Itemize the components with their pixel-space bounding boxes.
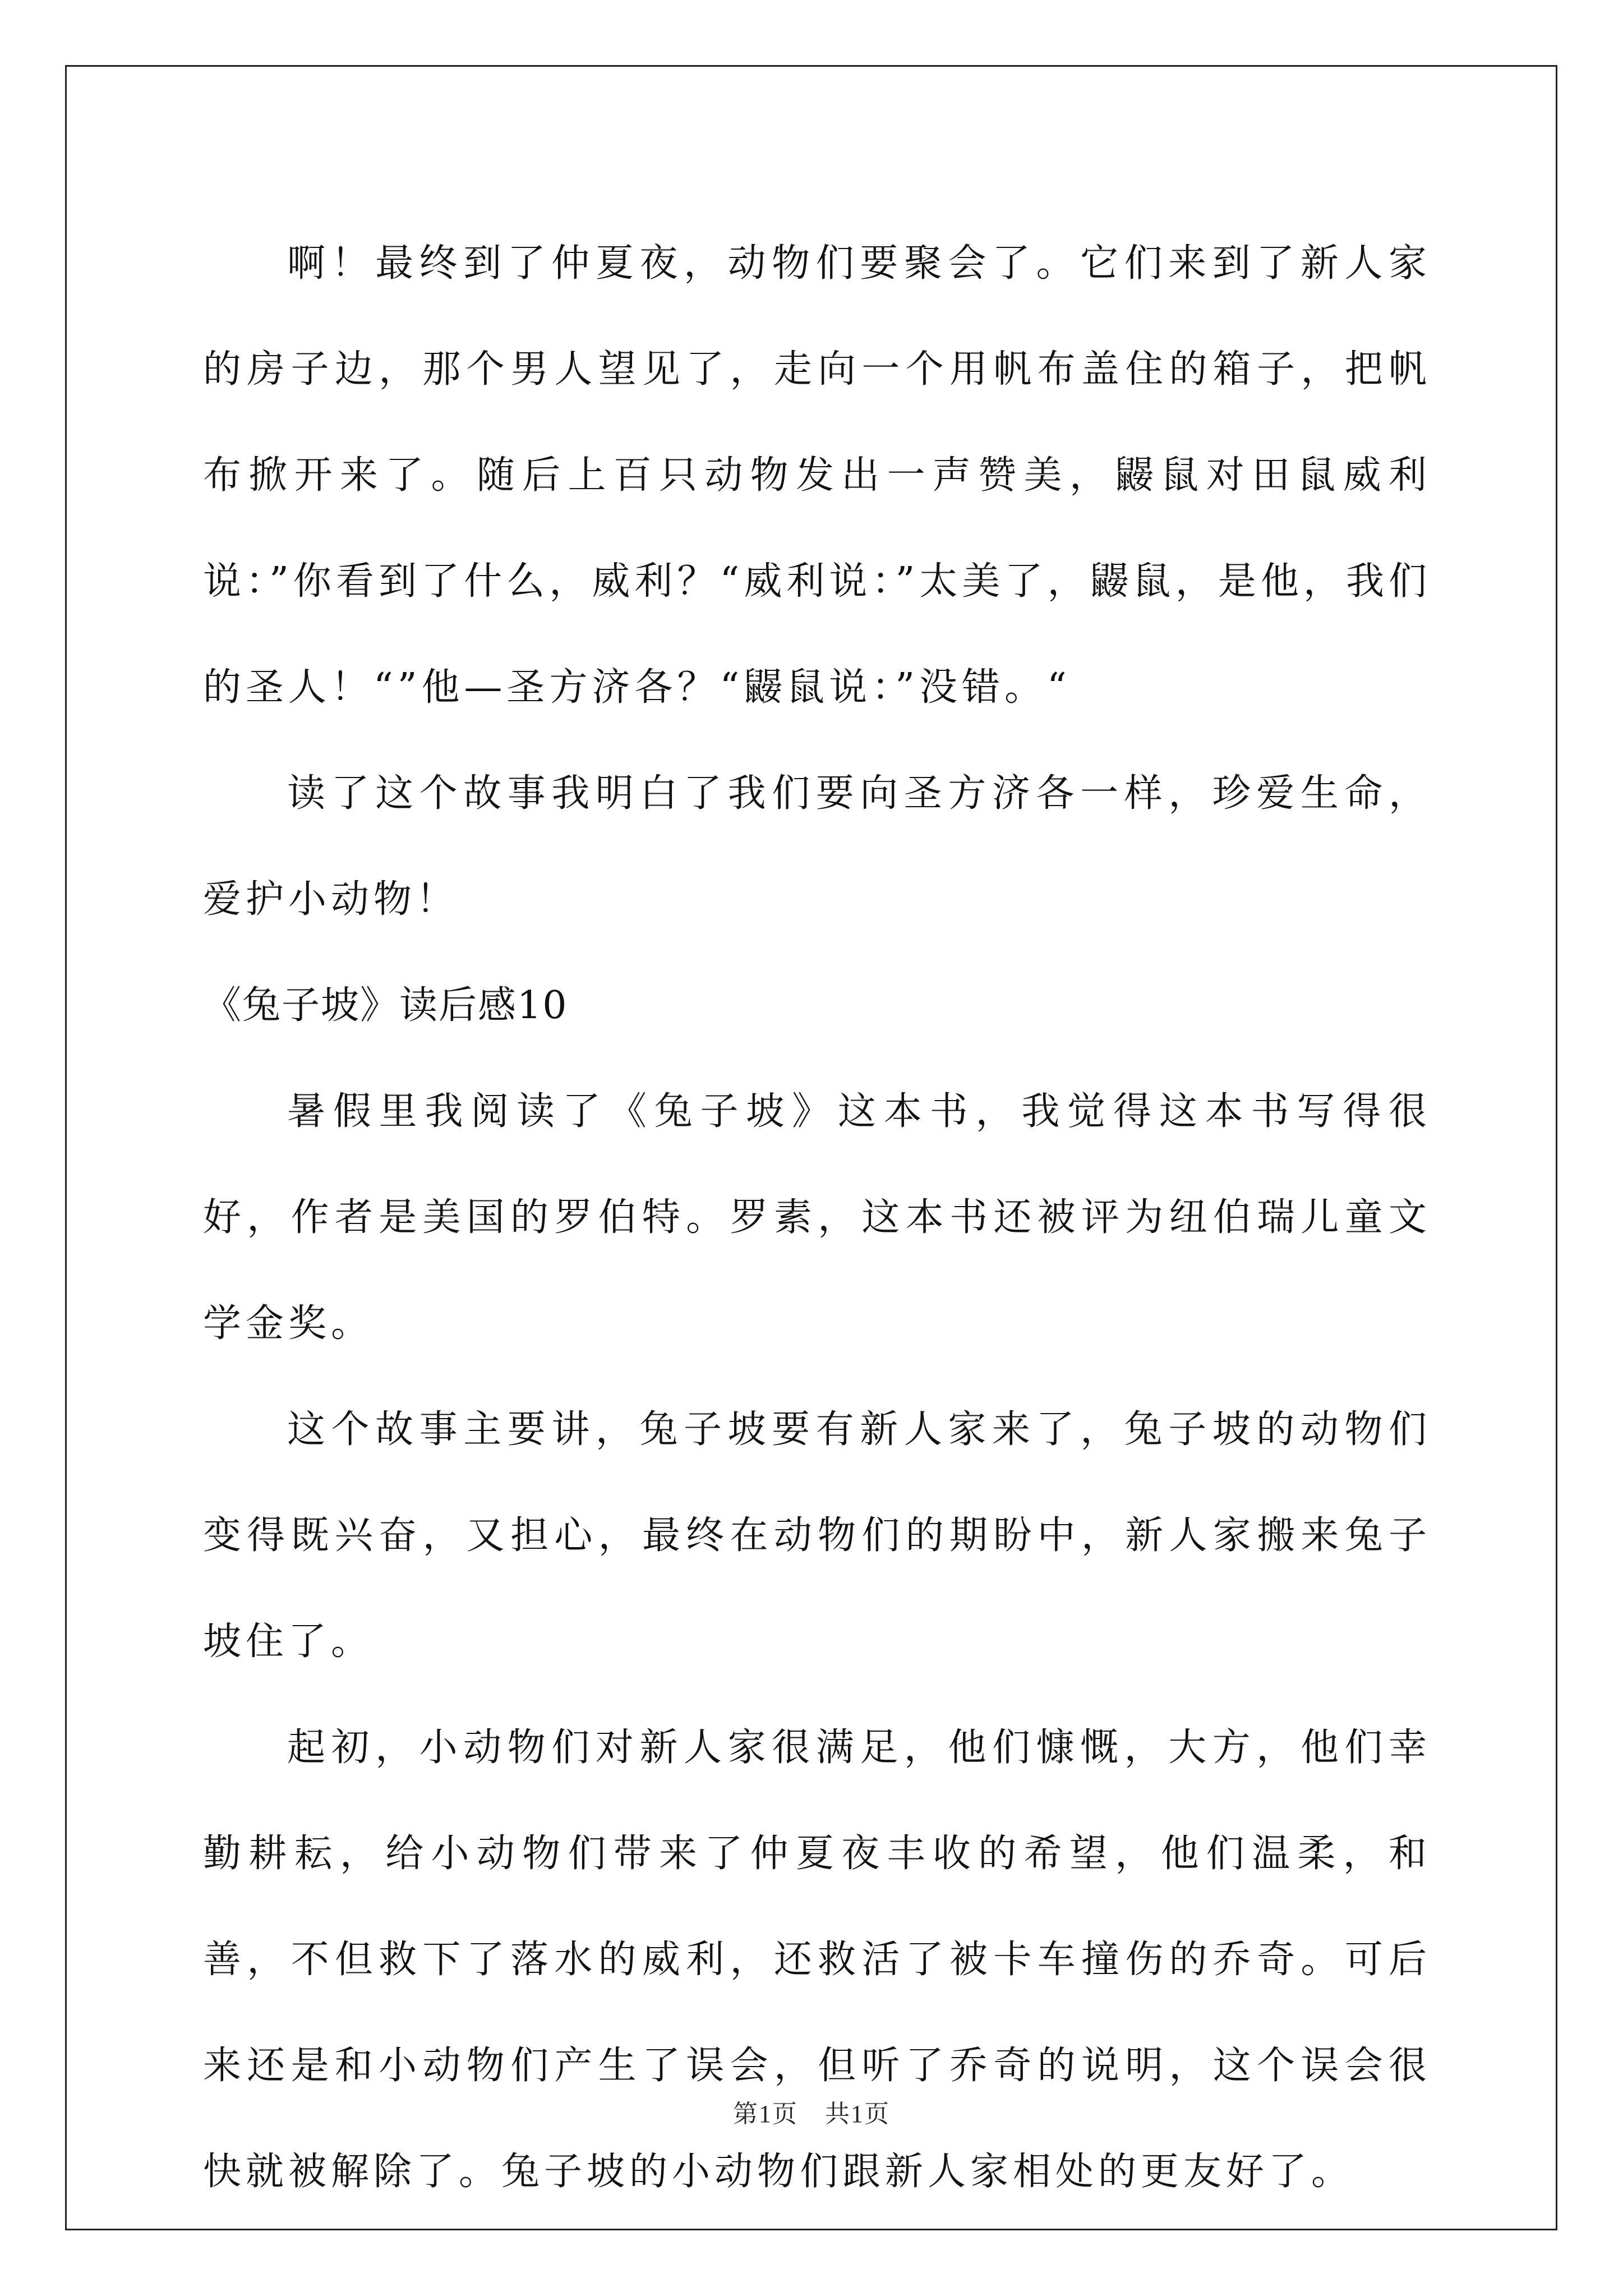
paragraph: 这个故事主要讲，兔子坡要有新人家来了，兔子坡的动物们变得既兴奋，又担心，最终在动物们的期盼中，新人家搬来兔子坡住了。 — [203, 1407, 1431, 1664]
page-number: 第1页 — [733, 2100, 798, 2128]
document-body — [203, 210, 1431, 2225]
paragraph: 起初，小动物们对新人家很满足，他们慷慨，大方，他们幸勤耕耘，给小动物们带来了仲夏夜丰收的希望，他们温柔，和善，不但救下了落水的威利，还救活了被卡车撞伤的乔奇。可后来还是和小动物们产生了误会，但听了乔奇的说明，这个误会很快就被解除了。兔子坡的小动物们跟新人家相处的更友好了。 — [203, 1726, 1431, 2194]
paragraph: 暑假里我阅读了《兔子坡》这本书，我觉得这本书写得很好，作者是美国的罗伯特。罗素，这本书还被评为纽伯瑞儿童文学金奖。 — [203, 1089, 1431, 1346]
page-footer — [0, 2093, 1623, 2129]
paragraph: 啊！最终到了仲夏夜，动物们要聚会了。它们来到了新人家的房子边，那个男人望见了，走向一个用帆布盖住的箱子，把帆布掀开来了。随后上百只动物发出一声赞美，鼹鼠对田鼠威利说：”你看到了什么，威利？“威利说：”太美了，鼹鼠，是他，我们的圣人！“”他—圣方济各？“鼹鼠说：”没错。“ — [203, 241, 1431, 710]
paragraph: 读了这个故事我明白了我们要向圣方济各一样，珍爱生命，爱护小动物！ — [203, 771, 1431, 922]
section-heading: 《兔子坡》读后感10 — [203, 983, 568, 1028]
page-total: 共1页 — [825, 2100, 890, 2128]
